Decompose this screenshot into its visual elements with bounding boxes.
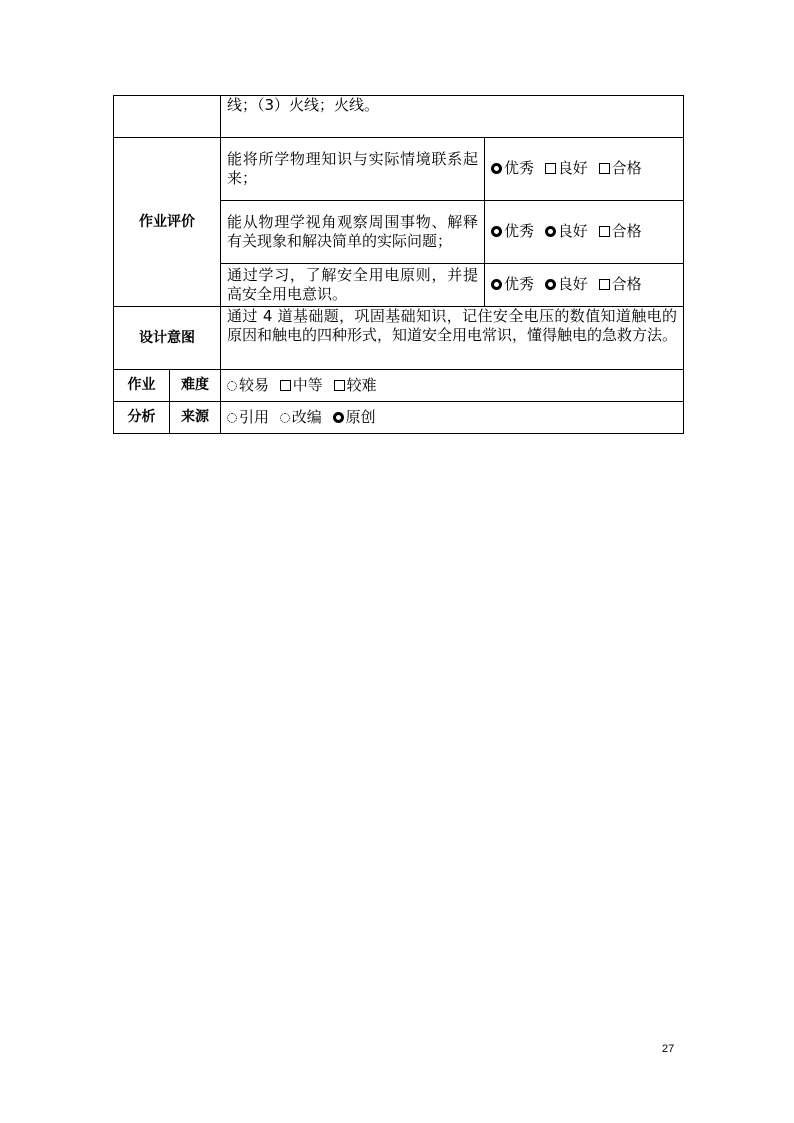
empty-square-icon: [334, 380, 345, 391]
source-row: [114, 402, 684, 434]
hollow-circle-icon: [227, 381, 237, 391]
option-good: 良好: [545, 159, 588, 178]
source-options: [221, 402, 684, 434]
analysis-header-2: 分析: [114, 402, 170, 434]
criterion-text: 通过学习，了解安全用电原则，并提高安全用电意识。: [221, 264, 485, 307]
criterion-row: [114, 138, 684, 201]
design-intent-row: [114, 307, 684, 370]
analysis-header-1: 作业: [114, 370, 170, 402]
empty-square-icon: [545, 163, 556, 174]
continuation-empty-cell: [114, 96, 221, 138]
filled-circle-icon: [545, 279, 556, 290]
design-header: 设计意图: [114, 307, 221, 370]
option-pass: 合格: [599, 159, 642, 178]
option-pass: 合格: [599, 222, 642, 241]
criterion-options: [485, 201, 684, 264]
difficulty-options: [221, 370, 684, 402]
source-label: 来源: [170, 402, 221, 434]
criterion-text: 能从物理学视角观察周围事物、解释有关现象和解决简单的实际问题；: [221, 201, 485, 264]
filled-circle-icon: [491, 226, 502, 237]
option-adapted: 改编: [280, 408, 322, 427]
option-excellent: 优秀: [491, 222, 534, 241]
continuation-text: 线；（3）火线；火线。: [221, 96, 684, 138]
design-text: 通过 4 道基础题，巩固基础知识，记住安全电压的数值知道触电的原因和触电的四种形式，知道安全用电常识，懂得触电的急救方法。: [221, 307, 684, 370]
filled-circle-icon: [491, 279, 502, 290]
empty-square-icon: [280, 380, 291, 391]
option-original: 原创: [333, 408, 376, 427]
option-excellent: 优秀: [491, 159, 534, 178]
eval-header: 作业评价: [114, 138, 221, 307]
hollow-circle-icon: [280, 413, 290, 423]
option-good: 良好: [545, 275, 588, 294]
empty-square-icon: [599, 226, 610, 237]
option-quoted: 引用: [227, 408, 269, 427]
filled-circle-icon: [491, 163, 502, 174]
filled-circle-icon: [545, 226, 556, 237]
criterion-text: 能将所学物理知识与实际情境联系起来；: [221, 138, 485, 201]
empty-square-icon: [599, 163, 610, 174]
option-good: 良好: [545, 222, 588, 241]
continuation-row: [114, 96, 684, 138]
empty-square-icon: [599, 279, 610, 290]
difficulty-row: [114, 370, 684, 402]
difficulty-label: 难度: [170, 370, 221, 402]
page-number: 27: [662, 1043, 675, 1055]
option-pass: 合格: [599, 275, 642, 294]
filled-circle-icon: [333, 412, 344, 423]
option-medium: 中等: [280, 376, 323, 395]
option-easy: 较易: [227, 376, 269, 395]
criterion-options: [485, 264, 684, 307]
hollow-circle-icon: [227, 413, 237, 423]
option-hard: 较难: [334, 376, 377, 395]
homework-evaluation-table: [113, 95, 684, 434]
criterion-options: [485, 138, 684, 201]
option-excellent: 优秀: [491, 275, 534, 294]
